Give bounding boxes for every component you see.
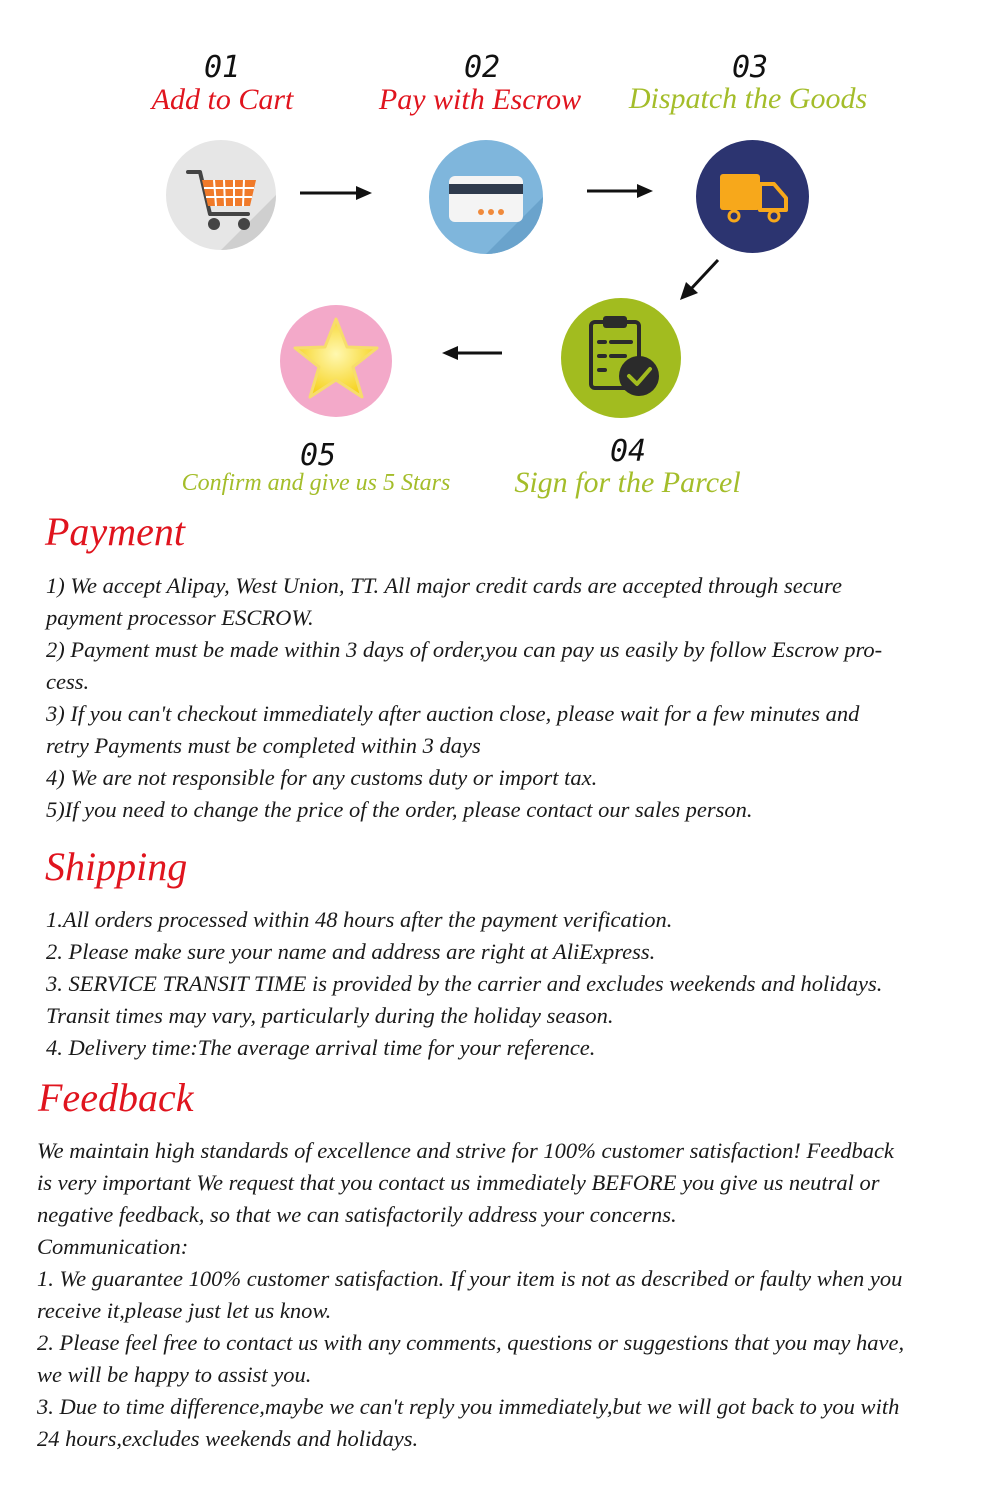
shipping-line: 3. SERVICE TRANSIT TIME is provided by the carrier and excludes weekends and holidays. bbox=[46, 971, 883, 996]
feedback-line: is very important We request that you contact us immediately BEFORE you give us neutral or bbox=[37, 1170, 880, 1195]
shopping-cart-icon bbox=[166, 140, 276, 250]
shipping-text bbox=[46, 904, 976, 1064]
payment-line: retry Payments must be completed within 3 days bbox=[46, 733, 481, 758]
feedback-line: Communication: bbox=[37, 1234, 189, 1259]
payment-line: 1) We accept Alipay, West Union, TT. All major credit cards are accepted through secure bbox=[46, 573, 842, 598]
feedback-text bbox=[37, 1135, 982, 1455]
step-number: 02 bbox=[463, 50, 501, 85]
shipping-line: 1.All orders processed within 48 hours after the payment verification. bbox=[46, 907, 673, 932]
arrow-left-icon bbox=[440, 342, 506, 364]
step-label: Add to Cart bbox=[151, 83, 294, 116]
payment-line: payment processor ESCROW. bbox=[46, 605, 314, 630]
arrow-right-icon bbox=[298, 182, 376, 204]
step-label: Confirm and give us 5 Stars bbox=[181, 470, 451, 496]
payment-line: 5)If you need to change the price of the order, please contact our sales person. bbox=[46, 797, 753, 822]
shipping-heading: Shipping bbox=[45, 844, 188, 889]
feedback-line: 24 hours,excludes weekends and holidays. bbox=[37, 1426, 419, 1451]
step-label: Pay with Escrow bbox=[378, 83, 582, 116]
arrow-right-icon bbox=[585, 180, 657, 202]
feedback-line: We maintain high standards of excellence and strive for 100% customer satisfaction! Feedback bbox=[37, 1138, 894, 1163]
payment-line: 3) If you can't checkout immediately after auction close, please wait for a few minutes and bbox=[46, 701, 860, 726]
shipping-line: Transit times may vary, particularly during the holiday season. bbox=[46, 1003, 614, 1028]
clipboard-check-icon bbox=[561, 298, 681, 418]
shipping-line: 2. Please make sure your name and address are right at AliExpress. bbox=[46, 939, 656, 964]
step-number: 05 bbox=[299, 438, 337, 473]
feedback-line: 1. We guarantee 100% customer satisfaction. If your item is not as described or faulty when you bbox=[37, 1266, 903, 1291]
delivery-truck-icon bbox=[696, 140, 809, 253]
feedback-line: 3. Due to time difference,maybe we can't reply you immediately,but we will got back to you with bbox=[37, 1394, 900, 1419]
feedback-line: we will be happy to assist you. bbox=[37, 1362, 312, 1387]
feedback-line: receive it,please just let us know. bbox=[37, 1298, 332, 1323]
feedback-line: 2. Please feel free to contact us with any comments, questions or suggestions that you may have, bbox=[37, 1330, 905, 1355]
payment-line: cess. bbox=[46, 669, 90, 694]
star-icon bbox=[280, 305, 392, 417]
feedback-line: negative feedback, so that we can satisfactorily address your concerns. bbox=[37, 1202, 677, 1227]
payment-heading: Payment bbox=[45, 509, 185, 554]
step-label: Dispatch the Goods bbox=[628, 82, 868, 115]
step-number: 01 bbox=[203, 50, 241, 85]
payment-text bbox=[46, 570, 976, 826]
payment-line: 4) We are not responsible for any customs duty or import tax. bbox=[46, 765, 598, 790]
payment-line: 2) Payment must be made within 3 days of order,you can pay us easily by follow Escrow pro- bbox=[46, 637, 883, 662]
credit-card-icon bbox=[429, 140, 543, 254]
step-number: 03 bbox=[731, 50, 769, 85]
feedback-heading: Feedback bbox=[38, 1075, 194, 1120]
shipping-line: 4. Delivery time:The average arrival time for your reference. bbox=[46, 1035, 596, 1060]
step-number: 04 bbox=[609, 434, 647, 469]
arrow-down-left-icon bbox=[676, 256, 722, 304]
step-label: Sign for the Parcel bbox=[514, 466, 741, 499]
